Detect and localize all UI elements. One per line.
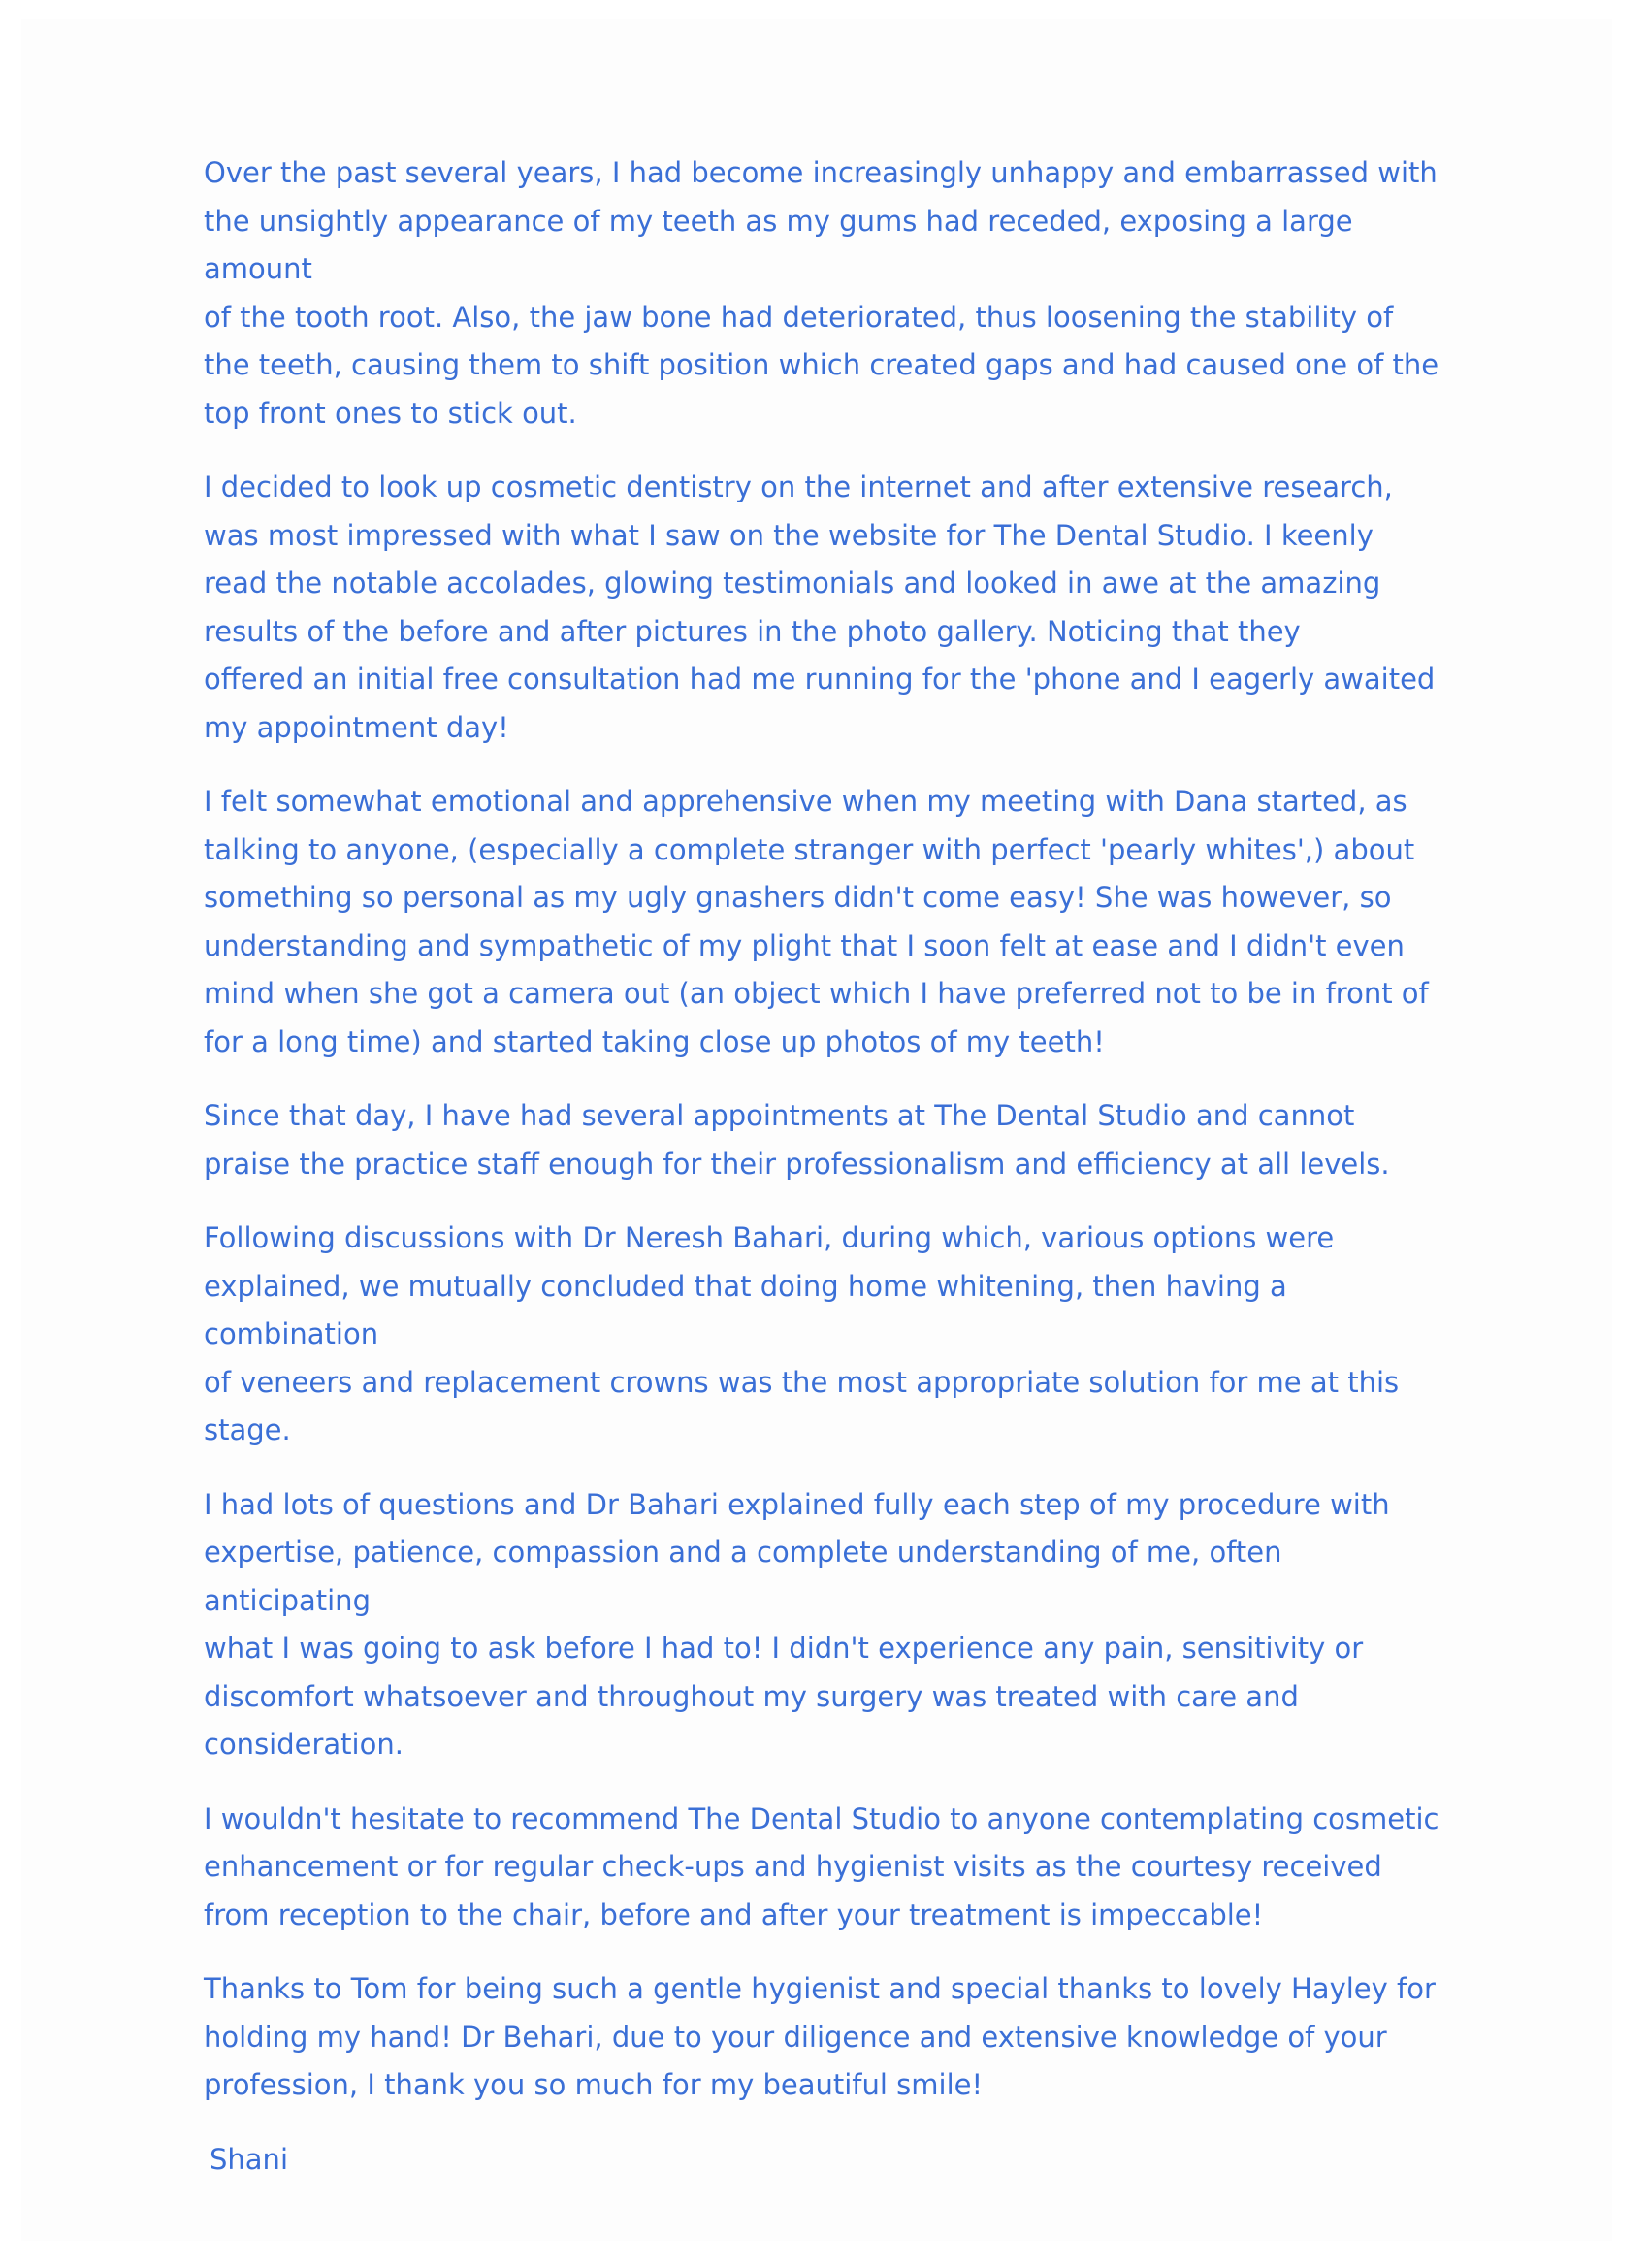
signature: Shani bbox=[210, 2142, 288, 2176]
paragraph-treatment-plan: Following discussions with Dr Neresh Bahari, during which, various options were explained, we mutually concluded that doing home whitening, then having a combination of veneers and replacement crowns was the most appropriate solution for me at this stage. bbox=[204, 1221, 1400, 1446]
paragraph-consultation: I felt somewhat emotional and apprehensive when my meeting with Dana started, as talking to anyone, (especially a complete stranger with perfect 'pearly whites',) about something so personal as my ugly gnashers didn't come easy! She was however, so understanding and sympathetic of my plight that I soon felt at ease and I didn't even mind when she got a camera out (an object which I have preferred not to be in front of for a long time) and started taking close up photos of my teeth! bbox=[204, 785, 1429, 1058]
paragraph-procedure: I had lots of questions and Dr Bahari explained fully each step of my procedure with expertise, patience, compassion and a complete understanding of me, often anticipating what I was going to ask before I had to! I didn't experience any pain, sensitivity or discomfort whatsoever and throughout my surgery was treated with care and consideration. bbox=[204, 1487, 1390, 1761]
paragraph-recommendation: I wouldn't hesitate to recommend The Dental Studio to anyone contemplating cosmetic enhancement or for regular check-ups and hygienist visits as the courtesy received from reception to the chair, before and after your treatment is impeccable! bbox=[204, 1801, 1439, 1931]
testimonial-letter bbox=[204, 149, 1455, 2184]
paragraph-appointments: Since that day, I have had several appointments at The Dental Studio and cannot praise the practice staff enough for their professionalism and efficiency at all levels. bbox=[204, 1099, 1390, 1181]
paragraph-intro-gums: Over the past several years, I had become increasingly unhappy and embarrassed with the unsightly appearance of my teeth as my gums had receded, exposing a large amount of the tooth root. Also, the jaw bone had deteriorated, thus loosening the stability of the teeth, causing them to shift position which created gaps and had caused one of the top front ones to stick out. bbox=[204, 156, 1439, 430]
paragraph-thanks: Thanks to Tom for being such a gentle hygienist and special thanks to lovely Hayley for holding my hand! Dr Behari, due to your diligence and extensive knowledge of your profession, I thank you so much for my beautiful smile! bbox=[204, 1972, 1436, 2101]
paragraph-research: I decided to look up cosmetic dentistry on the internet and after extensive research, was most impressed with what I saw on the website for The Dental Studio. I keenly read the notable accolades, glowing testimonials and looked in awe at the amazing results of the before and after pictures in the photo gallery. Noticing that they offered an initial free consultation had me running for the 'phone and I eagerly awaited my appointment day! bbox=[204, 470, 1436, 744]
